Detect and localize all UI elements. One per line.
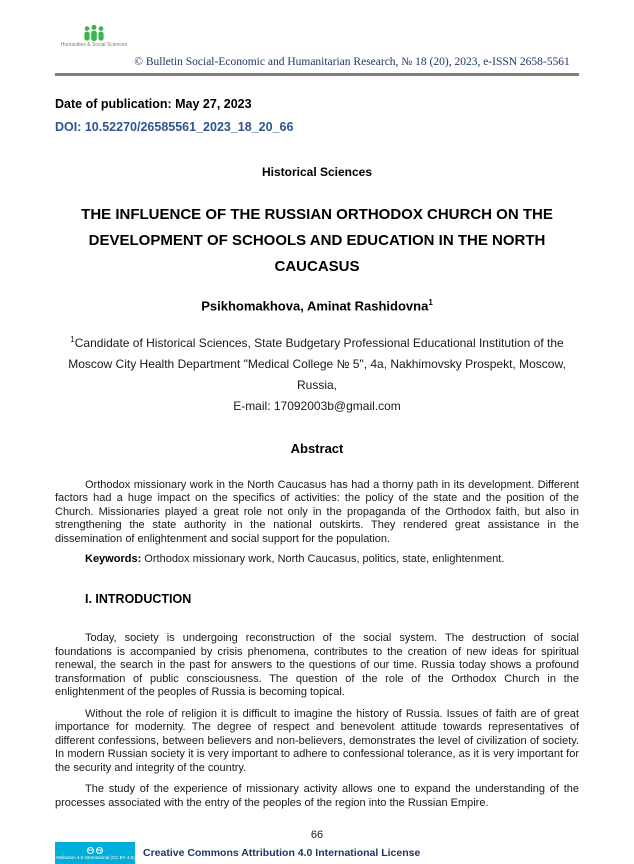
- introduction-paragraph: Without the role of religion it is difficult to imagine the history of Russia. Issues of faith are of great importance for modernity. The degree of respect and benevolent attitude towards representatives of different confessions, between believers and non-believers, demonstrates the level of civilization of society. In modern Russian society it is very important to adhere to confessional tolerance, as it is very important for the security and integrity of the country.: [55, 707, 579, 774]
- people-group-icon: [81, 24, 107, 42]
- header-divider: [55, 73, 579, 76]
- affiliation-detail: Candidate of Historical Sciences, State Budgetary Professional Educational Institution of the Moscow City Health Department "Medical College № 5", 4a, Nakhimovsky Prospekt, Moscow, Russia,: [68, 335, 566, 392]
- cc-by-icon: by: [97, 847, 102, 853]
- keywords-text: Orthodox missionary work, North Caucasus, politics, state, enlightenment.: [141, 553, 505, 566]
- cc-icon: cc: [88, 847, 93, 853]
- article-title: THE INFLUENCE OF THE RUSSIAN ORTHODOX CHURCH ON THE DEVELOPMENT OF SCHOOLS AND EDUCATION IN THE NORTH CAUCASUS: [81, 206, 553, 275]
- introduction-heading: I. INTRODUCTION: [85, 592, 192, 607]
- publication-meta: [55, 97, 579, 134]
- cc-icons: [87, 847, 103, 854]
- keywords-label: Keywords:: [85, 553, 142, 566]
- author-affiliation-marker: 1: [428, 298, 433, 308]
- section-heading: Historical Sciences: [261, 165, 373, 179]
- doi-link[interactable]: DOI: 10.52270/26585561_2023_18_20_66: [55, 120, 294, 134]
- license-footer: [55, 842, 579, 864]
- author-name: [55, 298, 579, 313]
- journal-header: [55, 24, 579, 71]
- cc-badge-text: Attribution 4.0 International (CC BY 4.0): [55, 854, 135, 860]
- affiliation-text: [55, 333, 579, 396]
- journal-title-line: © Bulletin Social-Economic and Humanitarian Research, № 18 (20), 2023, e-ISSN 2658-5561: [134, 56, 570, 68]
- publication-date: Date of publication: May 27, 2023: [55, 97, 252, 111]
- license-link[interactable]: Creative Commons Attribution 4.0 International License: [143, 847, 421, 860]
- introduction-paragraph: Today, society is undergoing reconstruction of the social system. The destruction of social foundations is accompanied by crisis phenomena, contributes to the creation of new ideas for spiritual renewal, the search in the past for answers to the questions of our time. Russia today shows a profound transformation of public consciousness. The question of the role of the Orthodox Church in the enlightenment of the peoples of Russia is becoming topical.: [55, 632, 579, 699]
- keywords-line: [55, 553, 579, 565]
- document-page: [0, 24, 634, 860]
- cc-license-badge[interactable]: [55, 842, 135, 864]
- journal-logo: [55, 24, 133, 49]
- author-email: E-mail: 17092003b@gmail.com: [233, 398, 401, 413]
- logo-caption: Humanities & Social Sciences: [60, 42, 128, 48]
- author-name-text: Psikhomakhova, Aminat Rashidovna: [201, 298, 429, 314]
- abstract-heading: Abstract: [290, 440, 344, 456]
- affiliation-block: [55, 333, 579, 417]
- introduction-paragraph: The study of the experience of missionary activity allows one to expand the understanding of the processes associated with the entry of the peoples of the region into the Russian Empire.: [55, 783, 579, 809]
- page-number: 66: [310, 829, 324, 842]
- affiliation-marker: 1: [70, 334, 75, 344]
- abstract-text: Orthodox missionary work in the North Caucasus has had a thorny path in its development. Different factors had a huge impact on the specifics of activities: the policy of the state and the position of the Church. Missionaries played a great role not only in the propaganda of the Orthodox faith, but also in strengthening the state authority in the national outskirts. They rendered great assistance in the dissemination of enlightenment and social support for the population.: [55, 478, 579, 545]
